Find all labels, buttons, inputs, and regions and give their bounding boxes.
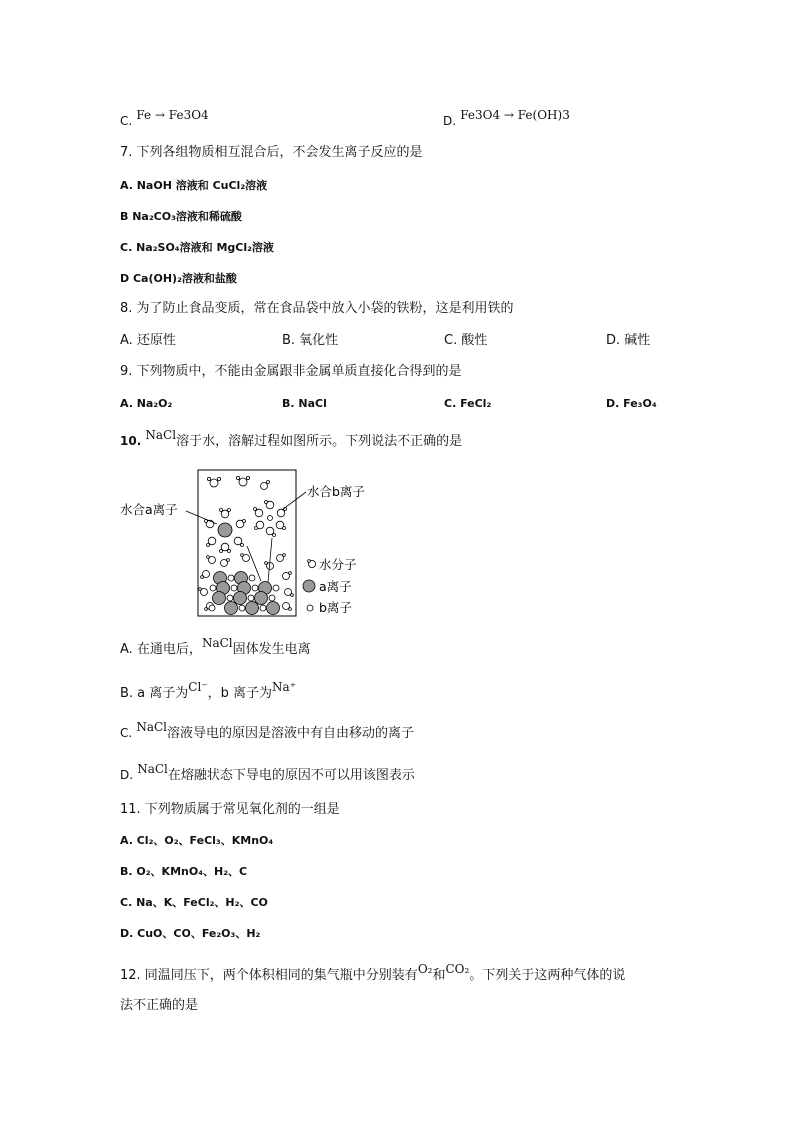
q10-option-b-prefix: B. a 离子为 (120, 686, 189, 701)
q6-option-d-label: D. (443, 114, 457, 128)
q7-option-a: A. NaOH 溶液和 CuCl₂溶液 (120, 179, 268, 192)
q10-option-c-nacl: NaCl (136, 720, 168, 734)
q8-option-d: D. 碱性 (606, 333, 651, 348)
water-molecules-top (207, 476, 269, 489)
q10-option-b (120, 680, 297, 703)
q11-option-d: D. CuO、CO、Fe₂O₃、H₂ (120, 927, 261, 940)
label-hydrated-a: 水合a离子 (120, 502, 178, 517)
q11-option-b: B. O₂、KMnO₄、H₂、C (120, 865, 248, 878)
q10-stem-nacl: NaCl (145, 428, 177, 442)
q11-stem: 11. 下列物质属于常见氧化剂的一组是 (120, 802, 340, 817)
q10-stem-text: 溶于水，溶解过程如图所示。下列说法不正确的是 (176, 434, 463, 449)
q6-option-c-label: C. (120, 114, 133, 128)
q10-option-b-mid: ，b 离子为 (207, 686, 273, 701)
q10-option-a-prefix: A. 在通电后， (120, 642, 202, 657)
q10-option-a (120, 636, 311, 659)
q6-option-c-formula: Fe → Fe3O4 (136, 108, 209, 122)
q10-option-d (120, 762, 415, 785)
q6-option-d (443, 108, 570, 131)
pointer-lines (186, 492, 306, 582)
legend-b-icon (307, 605, 313, 611)
q12-and: 和 (432, 968, 446, 983)
legend (303, 560, 316, 611)
q12-stem (120, 962, 626, 985)
q10-option-d-nacl: NaCl (137, 762, 168, 776)
q12-o2: O₂ (417, 962, 433, 976)
q10-option-a-nacl: NaCl (201, 636, 233, 650)
q11-option-a: A. Cl₂、O₂、FeCl₃、KMnO₄ (120, 834, 274, 847)
q8-stem: 8. 为了防止食品变质，常在食品袋中放入小袋的铁粉，这是利用铁的 (120, 301, 514, 316)
q12-co2: CO₂ (445, 962, 470, 976)
legend-a-icon (303, 580, 315, 592)
q9-option-d: D. Fe₃O₄ (606, 397, 657, 410)
q6-option-d-formula: Fe3O4 → Fe(OH)3 (460, 108, 570, 122)
q9-option-c: C. FeCl₂ (444, 397, 492, 410)
nacl-crystal (209, 572, 280, 615)
q10-option-a-text: 固体发生电离 (232, 642, 311, 657)
q10-option-d-text: 在熔融状态下导电的原因不可以用该图表示 (167, 768, 415, 783)
q8-option-b: B. 氧化性 (282, 333, 339, 348)
q12-stem-post: 。下列关于这两种气体的说 (469, 968, 626, 983)
q7-option-d: D Ca(OH)₂溶液和盐酸 (120, 272, 237, 285)
q12-stem-pre: 12. 同温同压下，两个体积相同的集气瓶中分别装有 (120, 968, 418, 983)
q10-stem (120, 428, 463, 451)
q10-option-b-na: Na⁺ (272, 680, 297, 694)
q10-number: 10. (120, 434, 142, 448)
q7-option-b: B Na₂CO₃溶液和稀硫酸 (120, 210, 242, 223)
legend-a-label: a离子 (319, 579, 352, 594)
q9-stem: 9. 下列物质中，不能由金属跟非金属单质直接化合得到的是 (120, 364, 462, 379)
q9-option-a: A. Na₂O₂ (120, 397, 173, 410)
q8-option-a: A. 还原性 (120, 333, 176, 348)
q10-option-b-cl: Cl⁻ (188, 680, 208, 694)
q9-option-b: B. NaCl (282, 397, 327, 410)
q10-option-c-text: 溶液导电的原因是溶液中有自由移动的离子 (167, 726, 415, 741)
label-hydrated-b: 水合b离子 (307, 484, 365, 499)
q12-stem-line2: 法不正确的是 (120, 998, 199, 1013)
q7-option-c: C. Na₂SO₄溶液和 MgCl₂溶液 (120, 241, 274, 254)
q10-option-c-label: C. (120, 726, 133, 740)
hydrated-a-ion (205, 509, 246, 553)
hydrated-b-ion (254, 501, 287, 537)
q11-option-c: C. Na、K、FeCl₂、H₂、CO (120, 896, 268, 909)
nacl-dissolution-figure (120, 466, 420, 626)
legend-water-label: 水分子 (319, 557, 357, 572)
legend-b-label: b离子 (319, 600, 352, 615)
q8-option-c: C. 酸性 (444, 333, 488, 348)
q10-option-d-label: D. (120, 768, 134, 782)
q10-option-c (120, 720, 415, 743)
q7-stem: 7. 下列各组物质相互混合后，不会发生离子反应的是 (120, 145, 423, 160)
q6-option-c (120, 108, 209, 131)
